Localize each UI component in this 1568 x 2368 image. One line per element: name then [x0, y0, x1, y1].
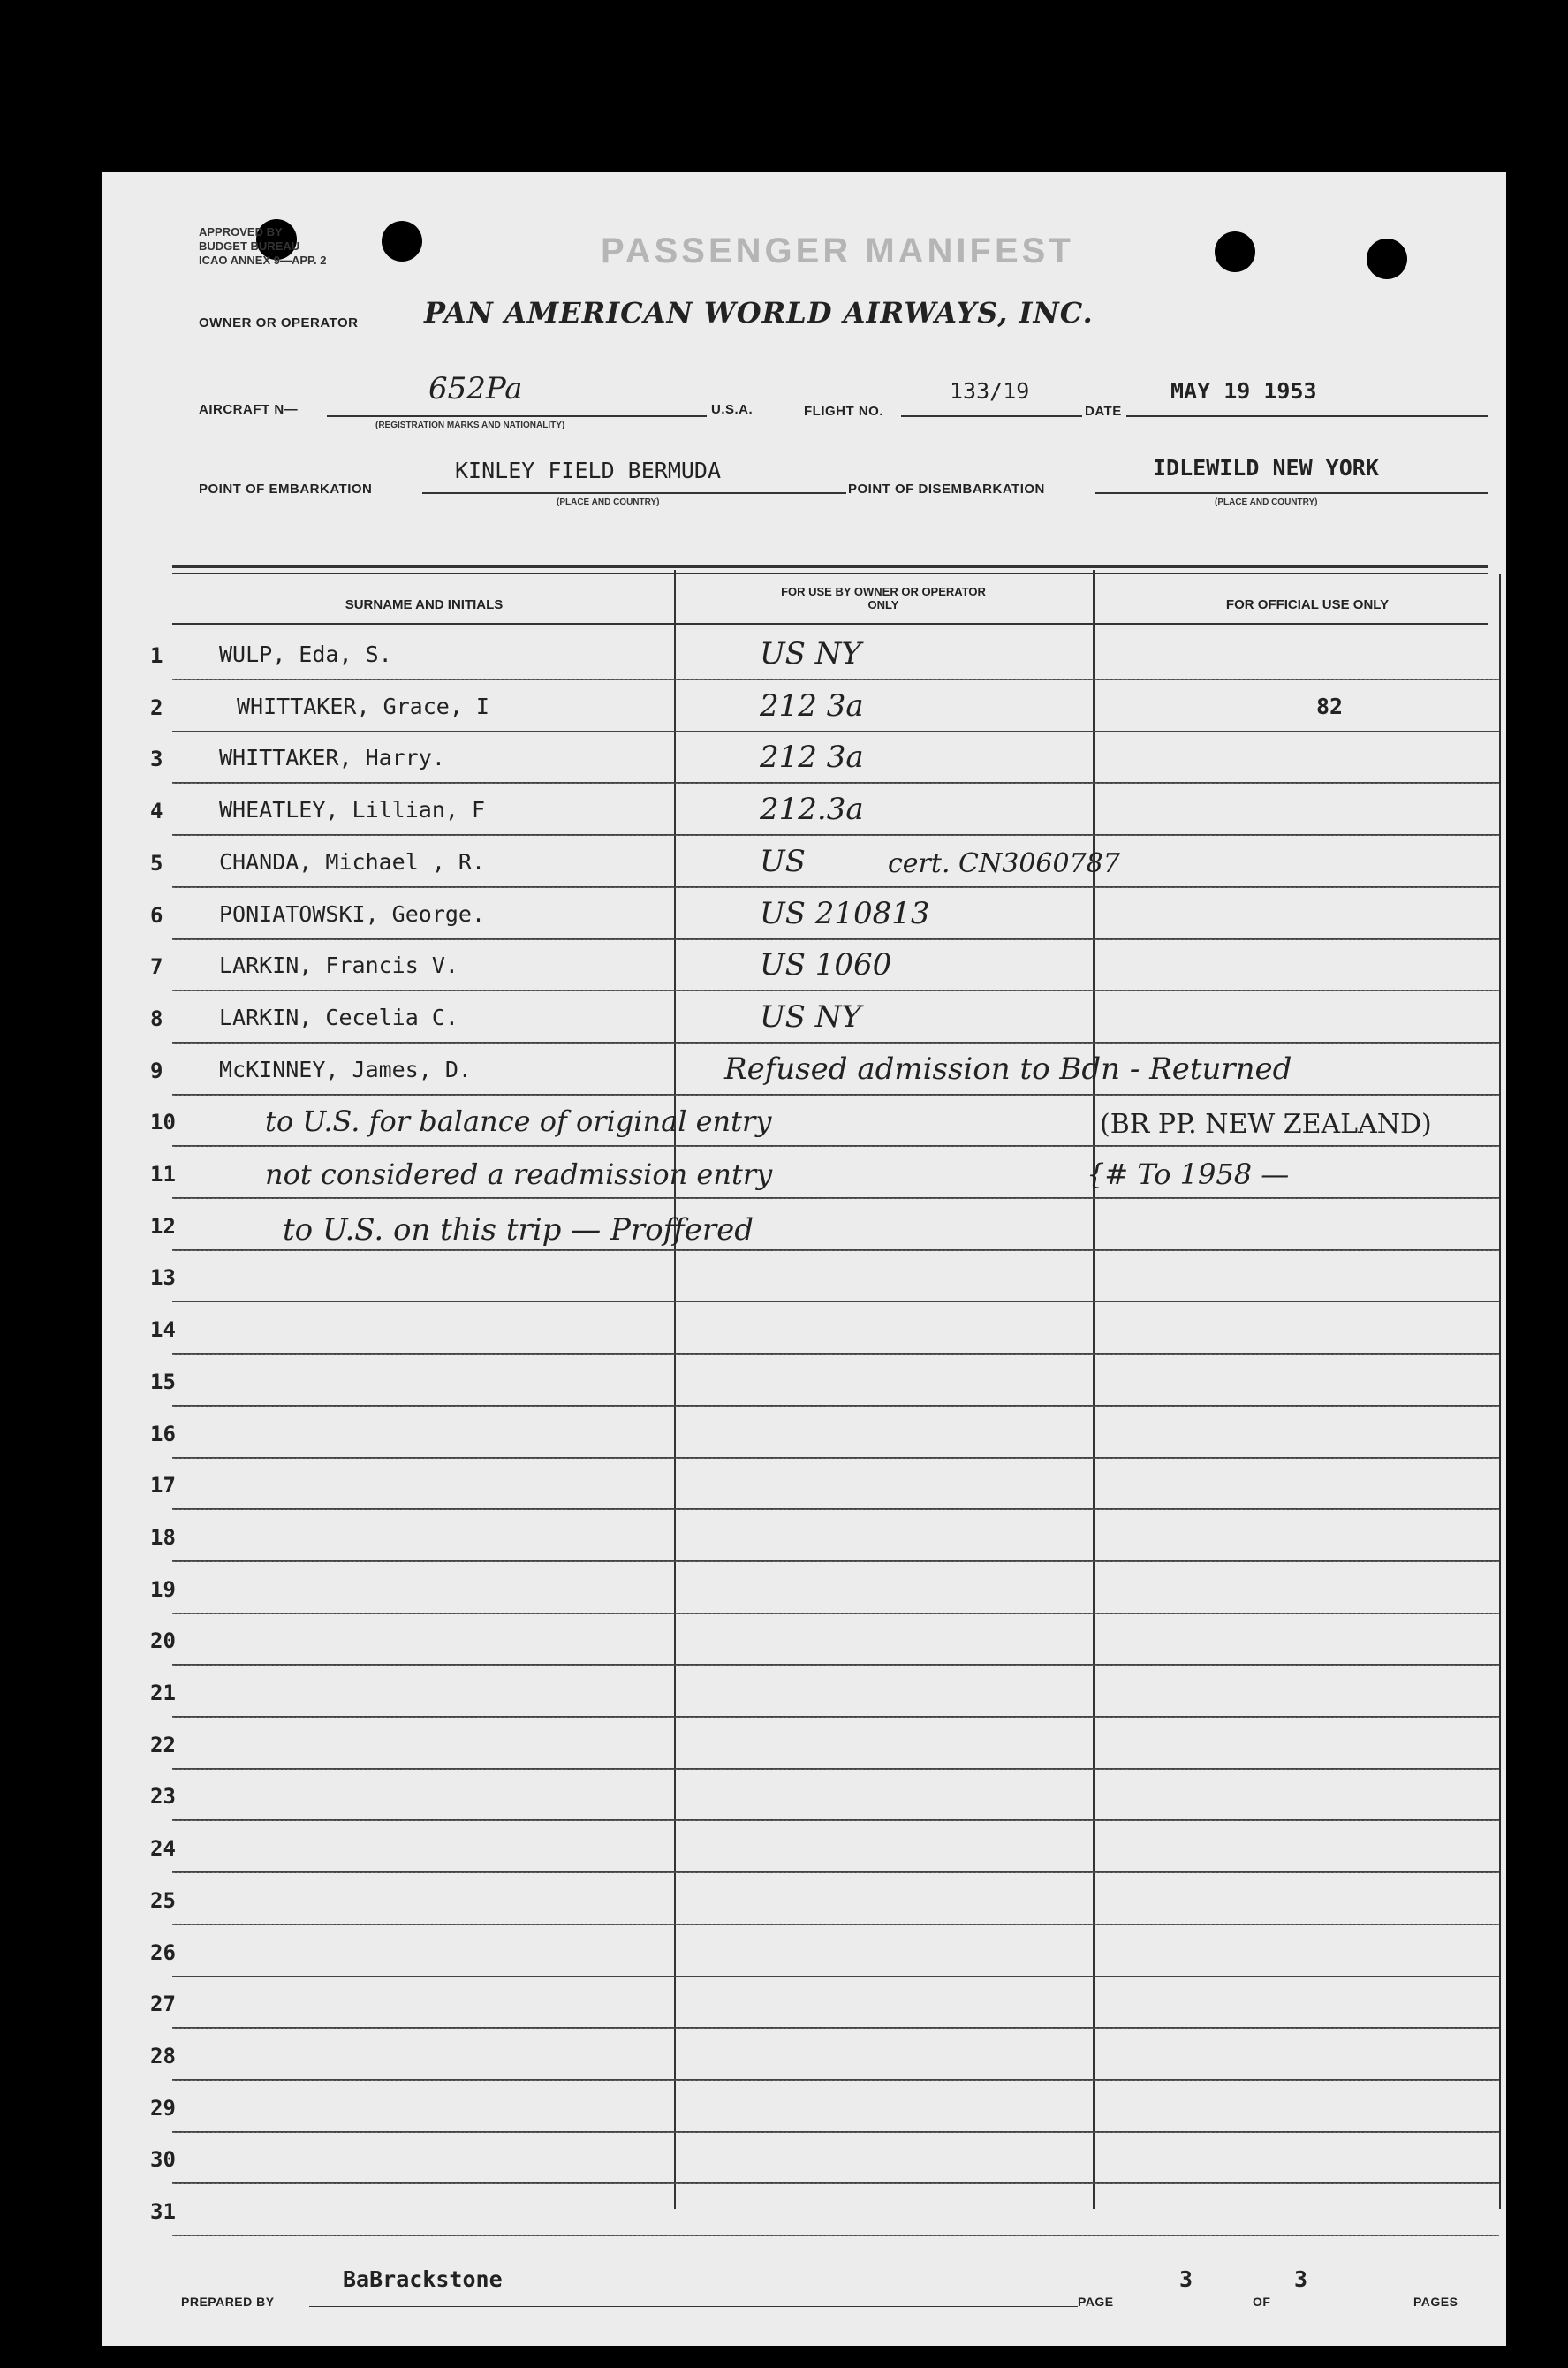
- row-rule: [172, 679, 1499, 680]
- passenger-name: McKINNEY, James, D.: [219, 1056, 472, 1082]
- row-number: 25: [150, 1887, 176, 1913]
- passenger-name: WHEATLEY, Lillian, F: [219, 797, 486, 823]
- row-rule: [172, 1819, 1499, 1821]
- date-underline: [1126, 415, 1488, 417]
- of-label: OF: [1253, 2295, 1271, 2309]
- prepared-value: BaBrackstone: [343, 2266, 503, 2292]
- page-title: PASSENGER MANIFEST: [601, 231, 1074, 270]
- row-number: 9: [150, 1058, 163, 1083]
- embarkation-sub: (PLACE AND COUNTRY): [557, 497, 660, 507]
- row-number: 24: [150, 1836, 176, 1862]
- row-number: 26: [150, 1939, 176, 1965]
- table-top-rule-2: [172, 573, 1488, 574]
- row-number: 18: [150, 1524, 176, 1550]
- registration-sub: (REGISTRATION MARKS AND NATIONALITY): [375, 421, 565, 430]
- owner-note: US NY: [760, 998, 861, 1035]
- pages-label: PAGES: [1413, 2295, 1458, 2309]
- row-rule: [172, 1664, 1499, 1666]
- row-number: 6: [150, 902, 163, 928]
- page-value: 3: [1179, 2266, 1193, 2292]
- table-top-rule: [172, 565, 1488, 568]
- embarkation-value: KINLEY FIELD BERMUDA: [455, 458, 722, 483]
- row-number: 19: [150, 1576, 176, 1602]
- column-divider-2: [1093, 570, 1095, 2209]
- table-header-rule: [172, 623, 1488, 625]
- row-rule: [172, 2027, 1499, 2029]
- row-number: 21: [150, 1681, 176, 1705]
- disembarkation-underline: [1095, 492, 1488, 494]
- passenger-name: PONIATOWSKI, George.: [219, 900, 486, 927]
- punch-hole-3: [1215, 231, 1255, 272]
- owner-label: OWNER OR OPERATOR: [199, 315, 359, 330]
- passport-number-note: {# To 1958 —: [1087, 1157, 1290, 1191]
- passenger-name: WHITTAKER, Grace, I: [237, 693, 489, 719]
- row-number: 12: [150, 1213, 176, 1239]
- row12-handwritten-note: to U.S. on this trip — Proffered: [283, 1212, 754, 1248]
- row-number: 27: [150, 1992, 176, 2017]
- row-rule: [172, 1353, 1499, 1355]
- row-rule: [172, 1094, 1499, 1096]
- row11-handwritten-note: not considered a readmission entry: [265, 1157, 773, 1191]
- disembarkation-value: IDLEWILD NEW YORK: [1153, 455, 1379, 481]
- row-rule: [172, 1508, 1499, 1510]
- date-label: DATE: [1085, 404, 1122, 419]
- owner-use-column-header: FOR USE BY OWNER OR OPERATOR ONLY: [781, 585, 986, 611]
- row-number: 11: [150, 1162, 176, 1187]
- row-rule: [172, 1716, 1499, 1718]
- row-number: 29: [150, 2095, 176, 2121]
- page-label: PAGE: [1078, 2295, 1114, 2309]
- row-rule: [172, 1871, 1499, 1873]
- owner-note: 212.3a: [760, 792, 864, 828]
- row10-handwritten-note: to U.S. for balance of original entry: [265, 1104, 772, 1138]
- passenger-name: WULP, Eda, S.: [219, 641, 392, 667]
- official-use-column-header: FOR OFFICIAL USE ONLY: [1225, 597, 1390, 612]
- row-number: 20: [150, 1628, 176, 1654]
- disembarkation-label: POINT OF DISEMBARKATION: [848, 482, 1045, 497]
- row-number: 13: [150, 1265, 176, 1291]
- row-rule: [172, 1145, 1499, 1147]
- row-rule: [172, 1301, 1499, 1302]
- row-number: 14: [150, 1317, 176, 1343]
- row-number: 3: [150, 747, 163, 772]
- punch-hole-2: [382, 221, 422, 262]
- row-number: 2: [150, 694, 163, 720]
- prepared-label: PREPARED BY: [181, 2295, 275, 2309]
- column-divider-1: [674, 570, 676, 2209]
- row-number: 23: [150, 1784, 176, 1810]
- row-rule: [172, 2182, 1499, 2184]
- row-rule: [172, 1613, 1499, 1614]
- row-number: 5: [150, 850, 163, 876]
- form-code-2: BUDGET BUREAU: [199, 239, 300, 253]
- punch-hole-4: [1367, 239, 1407, 279]
- row-number: 22: [150, 1732, 176, 1757]
- row-rule: [172, 1249, 1499, 1251]
- flight-underline: [901, 415, 1082, 417]
- row-number: 1: [150, 643, 163, 668]
- aircraft-label: AIRCRAFT N—: [199, 402, 299, 417]
- pages-total: 3: [1294, 2266, 1308, 2292]
- row-rule: [172, 1042, 1499, 1044]
- passenger-name: LARKIN, Francis V.: [219, 953, 458, 979]
- aircraft-underline: [327, 415, 707, 417]
- row-rule: [172, 2235, 1499, 2236]
- aircraft-value: 652Pa: [428, 371, 523, 406]
- owner-note: US 1060: [760, 947, 892, 983]
- owner-note: US 210813: [760, 895, 930, 931]
- passport-note: (BR PP. NEW ZEALAND): [1100, 1109, 1432, 1140]
- date-value: MAY 19 1953: [1170, 378, 1317, 404]
- row-rule: [172, 990, 1499, 991]
- owner-note: 212 3a: [760, 740, 864, 776]
- flight-label: FLIGHT NO.: [804, 404, 883, 419]
- row-rule: [172, 2131, 1499, 2133]
- row-number: 30: [150, 2147, 176, 2173]
- row-rule: [172, 1405, 1499, 1407]
- form-code-3: ICAO ANNEX 9—APP. 2: [199, 254, 327, 267]
- row-rule: [172, 731, 1499, 732]
- operator-name: PAN AMERICAN WORLD AIRWAYS, INC.: [424, 296, 1094, 330]
- usa-label: U.S.A.: [711, 402, 754, 417]
- row-rule: [172, 886, 1499, 888]
- row-number: 7: [150, 954, 163, 980]
- row-rule: [172, 1924, 1499, 1925]
- row-rule: [172, 938, 1499, 940]
- row-number: 4: [150, 799, 163, 824]
- flight-value: 133/19: [950, 378, 1030, 404]
- row-number: 8: [150, 1006, 163, 1031]
- row-number: 28: [150, 2043, 176, 2068]
- row-rule: [172, 1976, 1499, 1977]
- passenger-name: LARKIN, Cecelia C.: [219, 1004, 458, 1030]
- row-rule: [172, 1457, 1499, 1459]
- embarkation-label: POINT OF EMBARKATION: [199, 482, 373, 497]
- row-rule: [172, 1560, 1499, 1562]
- row-number: 31: [150, 2199, 176, 2224]
- row5-cert-note: cert. CN3060787: [888, 848, 1120, 879]
- form-code-1: APPROVED BY: [199, 225, 283, 239]
- row-rule: [172, 834, 1499, 836]
- disembarkation-sub: (PLACE AND COUNTRY): [1215, 497, 1318, 507]
- surname-column-header: SURNAME AND INITIALS: [345, 597, 504, 612]
- passenger-name: CHANDA, Michael , R.: [219, 848, 486, 875]
- owner-note: US: [760, 843, 806, 879]
- owner-note: 212 3a: [760, 687, 864, 724]
- passenger-name: WHITTAKER, Harry.: [219, 745, 445, 771]
- row-number: 15: [150, 1369, 176, 1394]
- official-use-value: 82: [1316, 693, 1344, 719]
- row-number: 16: [150, 1421, 176, 1446]
- row-number: 10: [150, 1110, 176, 1135]
- owner-note: US NY: [760, 636, 861, 672]
- row9-handwritten-note: Refused admission to Bdn - Returned: [724, 1051, 1292, 1087]
- row-rule: [172, 1197, 1499, 1199]
- row-rule: [172, 782, 1499, 784]
- embarkation-underline: [422, 492, 846, 494]
- row-number: 17: [150, 1473, 176, 1499]
- table-right-border: [1499, 574, 1501, 2209]
- row-rule: [172, 2079, 1499, 2081]
- row-rule: [172, 1768, 1499, 1770]
- prepared-underline: [309, 2306, 1078, 2307]
